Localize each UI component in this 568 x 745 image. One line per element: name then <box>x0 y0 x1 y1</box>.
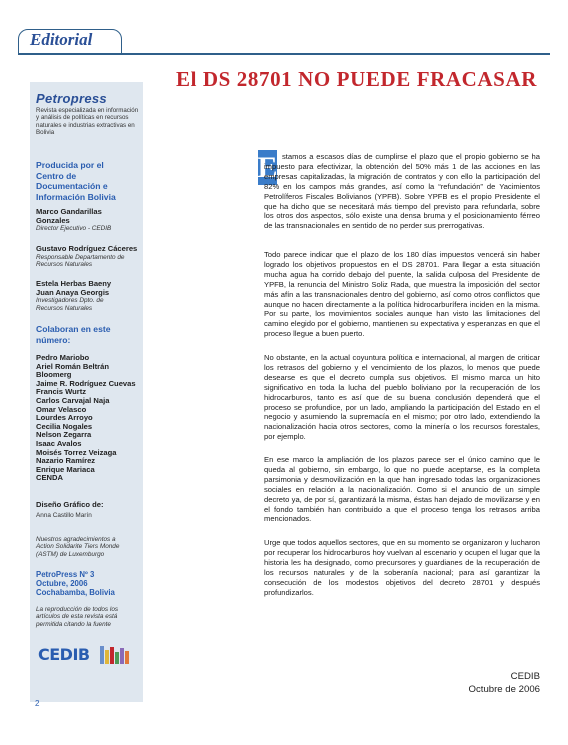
collaborator: Francis Wurtz <box>36 387 87 397</box>
collaborator: Cecilia Nogales <box>36 421 93 431</box>
header-rule <box>18 53 550 55</box>
staff-name: Marco Gandarillas Gonzales <box>36 207 102 225</box>
issue-place: Cochabamba, Bolivia <box>36 588 115 597</box>
petropress-logo: Petropress <box>36 91 107 106</box>
collaborator: Jaime R. Rodríguez Cuevas <box>36 378 136 388</box>
article-paragraph: En ese marco la ampliación de los plazos parece ser el único camino que le queda al gobierno, sin embargo, lo que no puede aceptarse, es la completa parsimonia y desmovilización en la que han ingresado todas las organizaciones sociales en relación a la nacionalización. Como si el anuncio de un simple decreto ya, de por sí, garantizará la misma, éstas han dejado de movilizarse y en el fondo también han contribuido a que el proceso tenga los retrasos arriba mencionados. <box>264 455 540 524</box>
signature-date: Octubre de 2006 <box>468 684 540 695</box>
cedib-logo-text: CEDIB <box>38 645 90 664</box>
staff-name: Estela Herbas Baeny <box>36 279 112 288</box>
collaborator: Pedro Mariobo <box>36 353 90 362</box>
staff-role: Investigadores Dpto. de Recursos Naturales <box>36 297 104 312</box>
issue-date: Octubre, 2006 <box>36 579 88 588</box>
section-label: Editorial <box>30 30 93 49</box>
staff-entry <box>36 245 148 268</box>
cedib-logo <box>36 640 132 670</box>
drop-cap: E <box>257 150 278 184</box>
signature: CEDIB <box>510 671 540 682</box>
collaborator: Lourdes Arroyo <box>36 413 93 423</box>
collaborators-list <box>36 354 148 483</box>
staff-name: Juan Anaya Georgis <box>36 287 110 297</box>
collaborator: Ariel Román Beltrán <box>36 361 110 371</box>
collaborators-heading: Colaboran en este número: <box>36 324 111 345</box>
design-heading: Diseño Gráfico de: <box>36 500 104 509</box>
article-paragraph: Todo parece indicar que el plazo de los 180 días impuestos vencerá sin haber logrado los objetivos propuestos en el DS 28701. Para llegar a esta situación mucha agua ha corrido debajo del puente, la salida culposa del Presidente de YPFB, la renuncia del Ministro Soliz Rada, que muestra la imposición del sector más afín a las transnacionales dentro del gobierno, así como otros conflictos que aunque no hacen directamente a la política hidrocarburífera inciden en la misma. Por su parte, los movimientos sociales aunque han visto las limitaciones del camino elegido por el gobierno, mantienen su expectativa y esperanzas en que el proceso llegue a buen puerto. <box>264 250 540 339</box>
designer-name: Anna Castillo Marín <box>36 512 92 519</box>
issue-number: PetroPress Nº 3 <box>36 570 95 579</box>
article-title: El DS 28701 NO PUEDE FRACASAR <box>175 67 537 91</box>
collaborator: Isaac Avalos <box>36 438 82 448</box>
collaborator: Nazario Ramírez <box>36 456 96 466</box>
produced-by: Producida por el Centro de Documentación e Información Bolivia <box>36 160 116 202</box>
article-paragraph: Urge que todos aquellos sectores, que en su momento se organizaron y lucharon por recuperar los hidrocarburos hoy vuelvan al escenario y ocupen el lugar que la historia les ha designado, como precursores y guardianes de la recuperación de los recursos naturales y de la soberanía nacional; para así garantizar la consecución de los modestos objetivos del decreto 28701 y después profundizarlos. <box>264 538 540 597</box>
collaborator: Nelson Zegarra <box>36 430 92 440</box>
collaborator: Omar Velasco <box>36 404 87 414</box>
staff-entry <box>36 208 148 233</box>
staff-name: Gustavo Rodríguez Cáceres <box>36 244 138 253</box>
staff-role: Director Ejecutivo - CEDIB <box>36 225 112 233</box>
reproduction-note: La reproducción de todos los artículos de esta revista está permitida citando la fuente <box>36 606 119 628</box>
issue-info <box>36 570 148 597</box>
collaborator: Bloomerg <box>36 370 72 380</box>
collaborator: CENDA <box>36 473 64 483</box>
staff-role: Responsable Departamento de Recursos Naturales <box>36 253 125 268</box>
collaborator: Enrique Mariaca <box>36 464 95 474</box>
collaborator: Moisés Torrez Veizaga <box>36 447 117 457</box>
staff-entry <box>36 280 148 312</box>
article-paragraph: stamos a escasos días de cumplirse el plazo que el propio gobierno se ha impuesto para efectivizar, la obtención del 50% más 1 de las acciones en las empresas capitalizadas, la migración de contratos y con ello la participación del 82% en los campos más grandes, así como la “refundación” de Yacimientos Petrolíferos Fiscales Bolivianos (YPFB). Sobre YPFB es el propio Presidente el que ha dicho que se necesitará más tiempo del previsto para refundarla, sobre los otros dos aspectos, sólo existe una densa bruma y el posicionamiento férreo de las transnacionales en sentido de no perder sus prerrogativas. <box>264 152 540 231</box>
tagline: Revista especializada en información y análisis de políticas en recursos naturales e industrias extractivas en Bolivia <box>36 107 139 137</box>
page-number: 2 <box>35 699 40 708</box>
article-paragraph: No obstante, en la actual coyuntura política e internacional, al margen de criticar los retrasos del gobierno y el vencimiento de los plazos, lo menos que puede desearse es que el decreto cumpla sus objetivos. El mismo marca un hito significativo en toda la lucha del pueblo boliviano por la recuperación de los hidrocarburos, tanto es así que de su buena conclusión dependerá que el proceso se profundice, por un lado, ampliando la participación del Estado en el negocio y asumiendo la supremacía en el mismo; por otro lado, extendiendo la nacionalización hacia otros sectores, como la minería o los recursos forestales, por ejemplo. <box>264 353 540 442</box>
collaborator: Carlos Carvajal Naja <box>36 395 110 405</box>
thanks-note: Nuestros agradecimientos a Action Solidarite Tiers Monde (ASTM) de Luxemburgo <box>36 536 120 558</box>
